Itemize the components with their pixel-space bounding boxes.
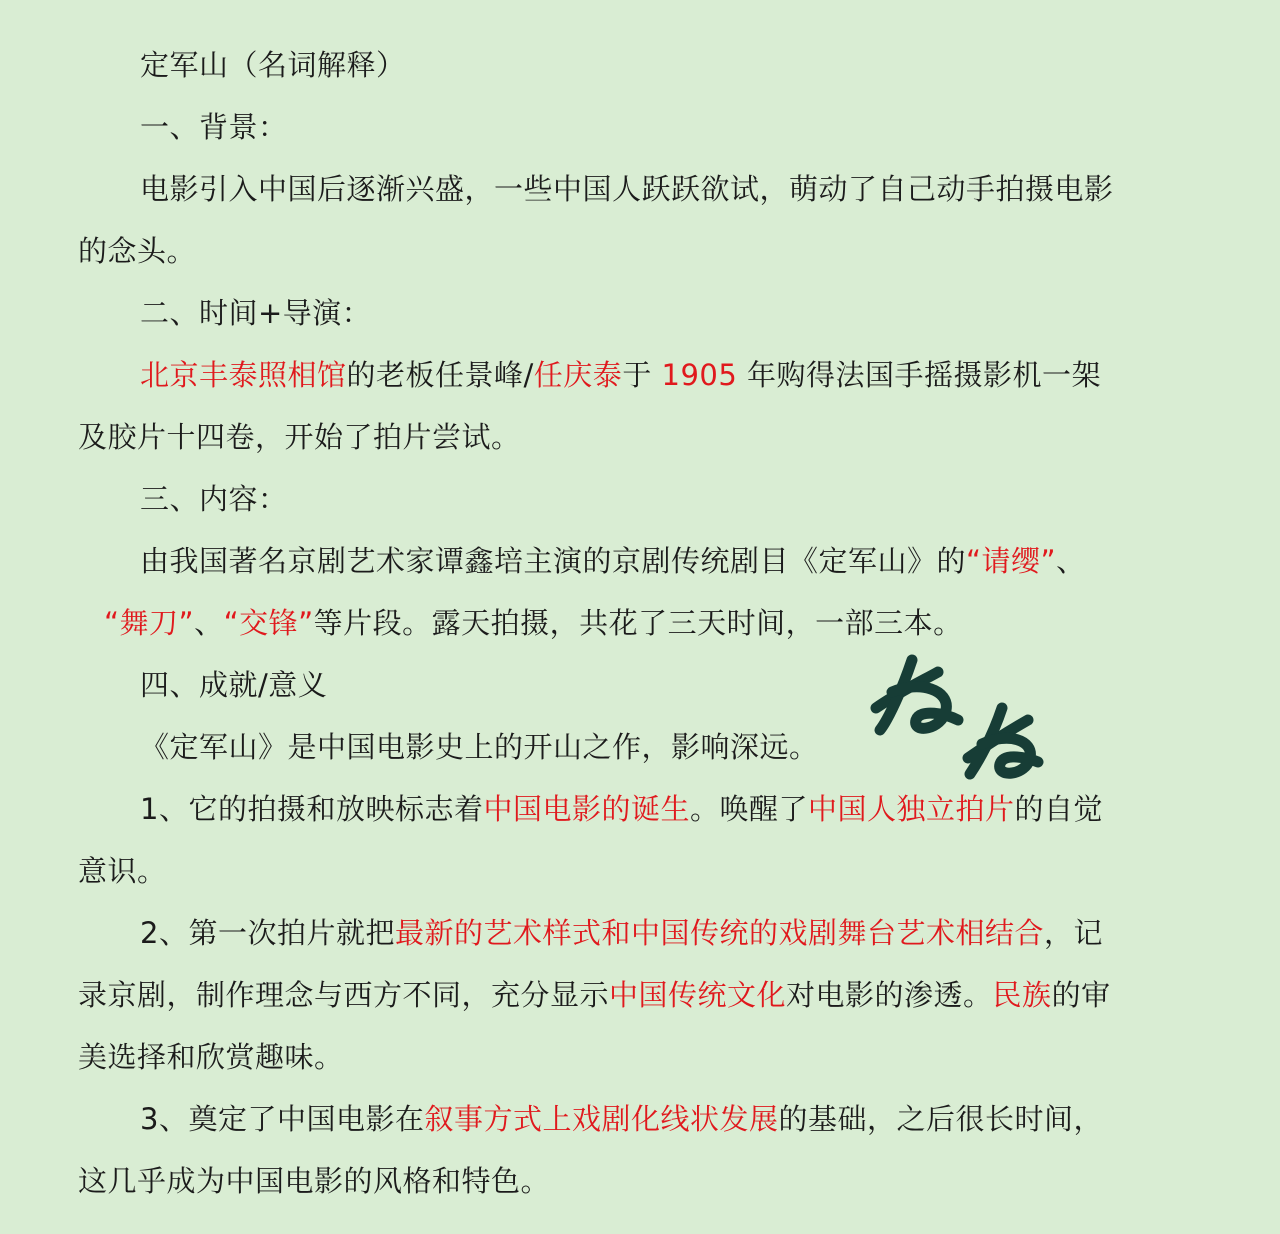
text-span: 3、奠定了中国电影在: [140, 1102, 425, 1136]
highlight-narrative: 叙事方式上戏剧化线状发展: [424, 1102, 779, 1136]
time-director-line-1: [78, 344, 1188, 406]
highlight-director: 任庆泰: [533, 358, 623, 392]
document-title: 定军山（名词解释）: [140, 48, 406, 82]
highlight-qingying: “请缨”: [966, 544, 1057, 578]
text-span: 。唤醒了: [689, 792, 808, 826]
text-span: 等片段。露天拍摄，共花了三天时间，一部三本。: [313, 606, 963, 640]
time-director-line-2: 及胶片十四卷，开始了拍片尝试。: [78, 420, 521, 454]
highlight-wudao: “舞刀”: [104, 606, 195, 640]
content-line-2: [78, 592, 1188, 654]
text-span: 的基础，之后很长时间，: [778, 1102, 1103, 1136]
achievement-point-3-line-2: 这几乎成为中国电影的风格和特色。: [78, 1164, 551, 1198]
highlight-birth: 中国电影的诞生: [483, 792, 690, 826]
heading-time-director: 二、时间+导演：: [140, 296, 372, 330]
content-line-1: [78, 530, 1188, 592]
achievement-point-3-line-1: [78, 1088, 1188, 1150]
text-span: 2、第一次拍片就把: [140, 916, 395, 950]
highlight-independent: 中国人独立拍片: [807, 792, 1015, 826]
achievement-point-1-line-2: 意识。: [78, 854, 167, 888]
handwritten-signature-icon: [862, 650, 1052, 790]
text-span: 对电影的渗透。: [786, 978, 993, 1012]
text-span: 录京剧，制作理念与西方不同，充分显示: [78, 978, 610, 1012]
text-span: 的审: [1051, 978, 1111, 1012]
text-span: 的老板任景峰/: [346, 358, 534, 392]
highlight-jiaofeng: “交锋”: [223, 606, 314, 640]
background-line-2: 的念头。: [78, 234, 197, 268]
document: [78, 34, 1188, 1212]
text-span: 的自觉: [1014, 792, 1104, 826]
achievement-point-2-line-3: 美选择和欣赏趣味。: [78, 1040, 344, 1074]
heading-background: 一、背景：: [140, 110, 288, 144]
heading-achievement: 四、成就/意义: [140, 668, 328, 702]
text-span: 由我国著名京剧艺术家谭鑫培主演的京剧传统剧目《定军山》的: [140, 544, 967, 578]
achievement-intro: 《定军山》是中国电影史上的开山之作，影响深远。: [140, 730, 819, 764]
highlight-year: 1905: [661, 358, 738, 392]
text-span: ，记: [1043, 916, 1103, 950]
text-span: 、: [194, 606, 224, 640]
achievement-point-2-line-2: [78, 964, 1188, 1026]
text-span: 1、它的拍摄和放映标志着: [140, 792, 484, 826]
heading-content: 三、内容：: [140, 482, 288, 516]
text-span: 、: [1056, 544, 1086, 578]
highlight-combination: 最新的艺术样式和中国传统的戏剧舞台艺术相结合: [394, 916, 1044, 950]
highlight-studio: 北京丰泰照相馆: [140, 358, 347, 392]
highlight-nation: 民族: [992, 978, 1052, 1012]
achievement-point-2-line-1: [78, 902, 1188, 964]
highlight-culture: 中国传统文化: [609, 978, 787, 1012]
text-span: 年购得法国手摇摄影机一架: [737, 358, 1102, 392]
text-span: 于: [622, 358, 662, 392]
background-line-1: 电影引入中国后逐渐兴盛，一些中国人跃跃欲试，萌动了自己动手拍摄电影: [140, 172, 1114, 206]
